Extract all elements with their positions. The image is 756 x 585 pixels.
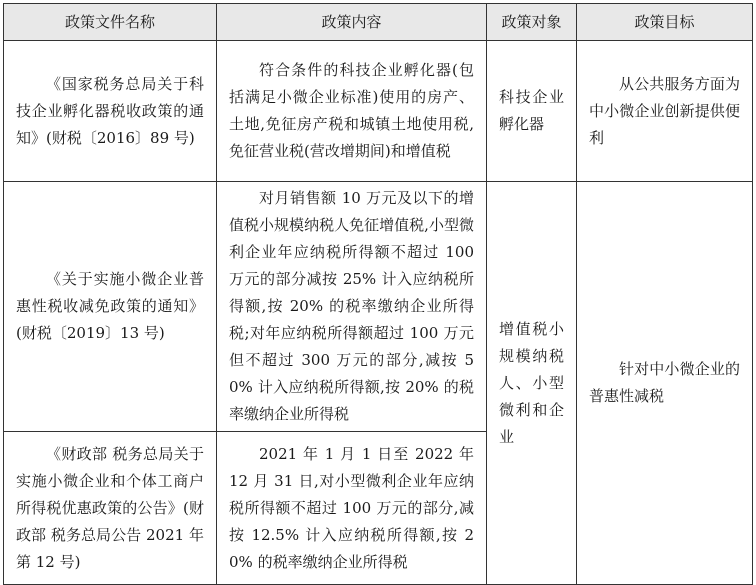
policy-name-cell: 《国家税务总局关于科技企业孵化器税收政策的通知》(财税〔2016〕89 号): [4, 41, 217, 182]
policy-content-cell: 对月销售额 10 万元及以下的增值税小规模纳税人免征增值税,小型微利企业年应纳税所得额不超过 100 万元的部分减按 25% 计入应纳税所得额,按 20% 的税率缴纳企业所得税;对年应纳税所得额超过 100 万元但不超过 300 万元的部分,减按 50% 计入应纳税所得额,按 20% 的税率缴纳企业所得税: [217, 182, 487, 432]
table-row: [4, 182, 753, 432]
header-row: [4, 4, 753, 41]
header-policy-content: 政策内容: [217, 4, 487, 41]
policy-goal-merged-cell: 针对中小微企业的普惠性减税: [577, 182, 753, 585]
table-row: [4, 41, 753, 182]
policy-target-merged-cell: 增值税小规模纳税人、小型微利和企业: [487, 182, 577, 585]
policy-content-cell: 符合条件的科技企业孵化器(包括满足小微企业标准)使用的房产、土地,免征房产税和城镇土地使用税,免征营业税(营改增期间)和增值税: [217, 41, 487, 182]
policy-content-cell: 2021 年 1 月 1 日至 2022 年 12 月 31 日,对小型微利企业年应纳税所得额不超过 100 万元的部分,减按 12.5% 计入应纳税所得额,按 20% 的税率缴纳企业所得税: [217, 432, 487, 585]
policy-name-cell: 《财政部 税务总局关于实施小微企业和个体工商户所得税优惠政策的公告》(财政部 税务总局公告 2021 年第 12 号): [4, 432, 217, 585]
policy-table: [3, 3, 753, 585]
policy-name-cell: 《关于实施小微企业普惠性税收减免政策的通知》(财税〔2019〕13 号): [4, 182, 217, 432]
header-policy-goal: 政策目标: [577, 4, 753, 41]
policy-target-cell: 科技企业孵化器: [487, 41, 577, 182]
header-policy-name: 政策文件名称: [4, 4, 217, 41]
policy-goal-cell: 从公共服务方面为中小微企业创新提供便利: [577, 41, 753, 182]
header-policy-target: 政策对象: [487, 4, 577, 41]
